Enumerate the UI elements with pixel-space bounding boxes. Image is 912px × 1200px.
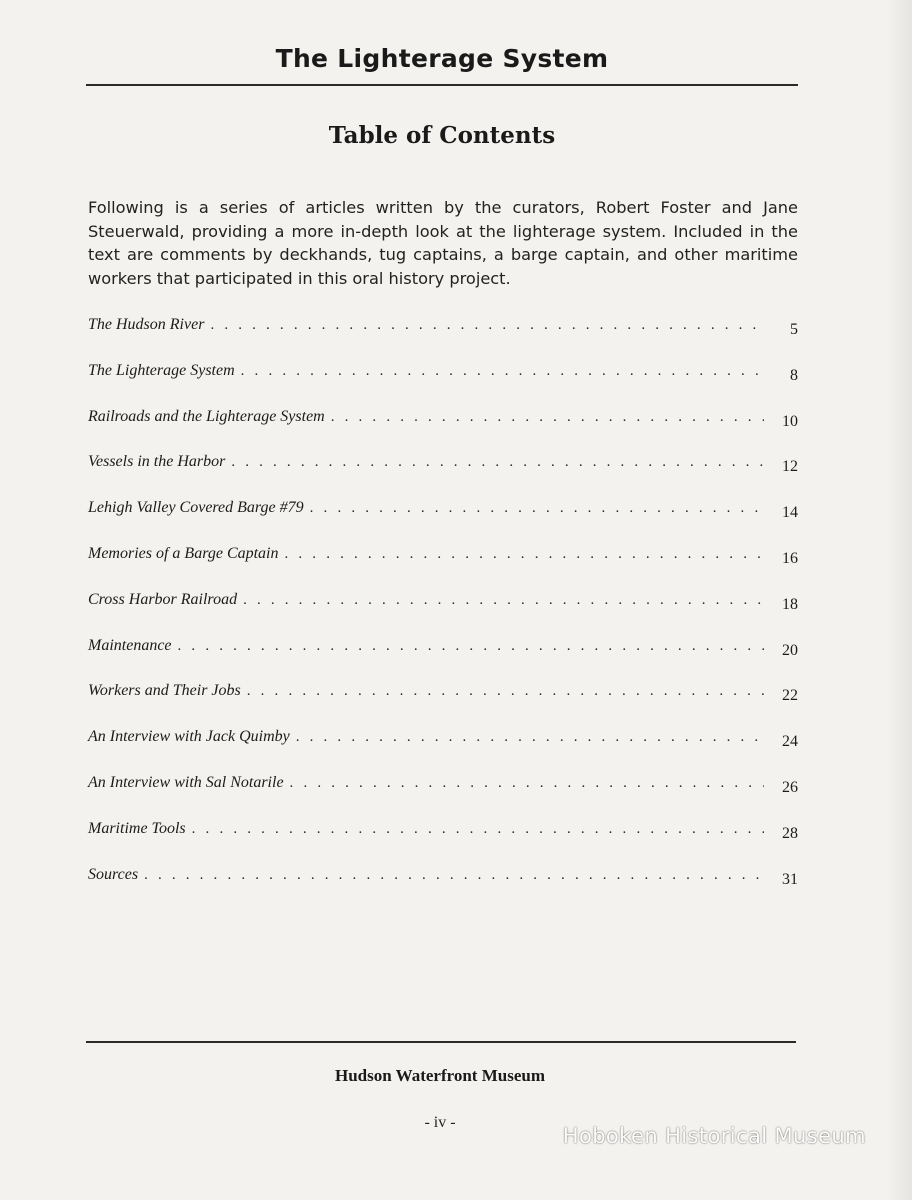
dot-leader: [231, 454, 764, 471]
toc-entry-page: 22: [782, 687, 798, 705]
dot-leader: [144, 867, 764, 884]
toc-entry-title: Memories of a Barge Captain: [88, 544, 279, 562]
toc-entry-title: An Interview with Jack Quimby: [88, 728, 290, 746]
dot-leader: [243, 592, 764, 609]
toc-entry-railroads[interactable]: [88, 408, 798, 454]
toc-entry-title: An Interview with Sal Notarile: [88, 773, 284, 791]
toc-entry-page: 18: [782, 595, 798, 613]
dot-leader: [241, 363, 764, 380]
toc-entry-page: 14: [782, 504, 798, 522]
dot-leader: [285, 546, 765, 563]
table-of-contents: [88, 316, 798, 911]
toc-entry-title: Sources: [88, 865, 139, 883]
toc-entry-covered-barge[interactable]: [88, 499, 798, 545]
toc-entry-barge-captain[interactable]: [88, 545, 798, 591]
footer-museum-name: Hudson Waterfront Museum: [334, 1066, 545, 1085]
toc-entry-title: Cross Harbor Railroad: [88, 590, 238, 608]
toc-entry-lighterage-system[interactable]: [88, 362, 798, 408]
toc-entry-hudson-river[interactable]: [88, 316, 798, 362]
toc-entry-page: 10: [782, 412, 798, 430]
dot-leader: [296, 729, 764, 746]
dot-leader: [178, 638, 764, 655]
dot-leader: [210, 317, 764, 334]
toc-entry-title: Lehigh Valley Covered Barge #79: [88, 499, 304, 517]
toc-entry-cross-harbor[interactable]: [88, 591, 798, 637]
page-title: Table of Contents: [328, 122, 556, 149]
dot-leader: [192, 821, 764, 838]
dot-leader: [331, 409, 764, 426]
header-divider: [86, 84, 798, 86]
dot-leader: [247, 683, 764, 700]
watermark-label: Hoboken Historical Museum: [562, 1124, 866, 1148]
toc-entry-title: Maintenance: [88, 636, 172, 654]
page-number: - iv -: [424, 1114, 456, 1131]
toc-entry-page: 16: [782, 549, 798, 567]
toc-entry-jack-quimby[interactable]: [88, 728, 798, 774]
toc-entry-sources[interactable]: [88, 866, 798, 912]
toc-entry-page: 20: [782, 641, 798, 659]
page-edge-shadow: [886, 0, 912, 1200]
running-header-title: The Lighterage System: [275, 44, 609, 73]
toc-entry-page: 31: [782, 870, 798, 888]
toc-entry-title: Maritime Tools: [88, 819, 186, 837]
toc-entry-page: 8: [790, 366, 798, 384]
toc-entry-title: Railroads and the Lighterage System: [88, 407, 325, 425]
toc-entry-title: The Lighterage System: [88, 361, 235, 379]
toc-entry-page: 26: [782, 778, 798, 796]
toc-entry-page: 5: [790, 321, 798, 338]
toc-entry-title: Vessels in the Harbor: [88, 453, 226, 471]
toc-entry-title: Workers and Their Jobs: [88, 682, 241, 700]
toc-entry-maintenance[interactable]: [88, 637, 798, 683]
toc-entry-vessels[interactable]: [88, 453, 798, 499]
toc-entry-maritime-tools[interactable]: [88, 820, 798, 866]
toc-entry-title: The Hudson River: [88, 316, 205, 333]
footer-divider: [86, 1041, 796, 1043]
toc-entry-page: 12: [782, 458, 798, 476]
intro-paragraph: Following is a series of articles written by the curators, Robert Foster and Jane Steuerwald, providing a more in-depth look at the lighterage system. Included in the text are comments by deckhands, tug captains, a barge captain, and other maritime workers that participated in this oral history project.: [88, 198, 798, 288]
dot-leader: [310, 500, 764, 517]
toc-entry-page: 28: [782, 824, 798, 842]
toc-entry-sal-notarile[interactable]: [88, 774, 798, 820]
toc-entry-workers[interactable]: [88, 682, 798, 728]
dot-leader: [290, 775, 764, 792]
toc-entry-page: 24: [782, 733, 798, 751]
